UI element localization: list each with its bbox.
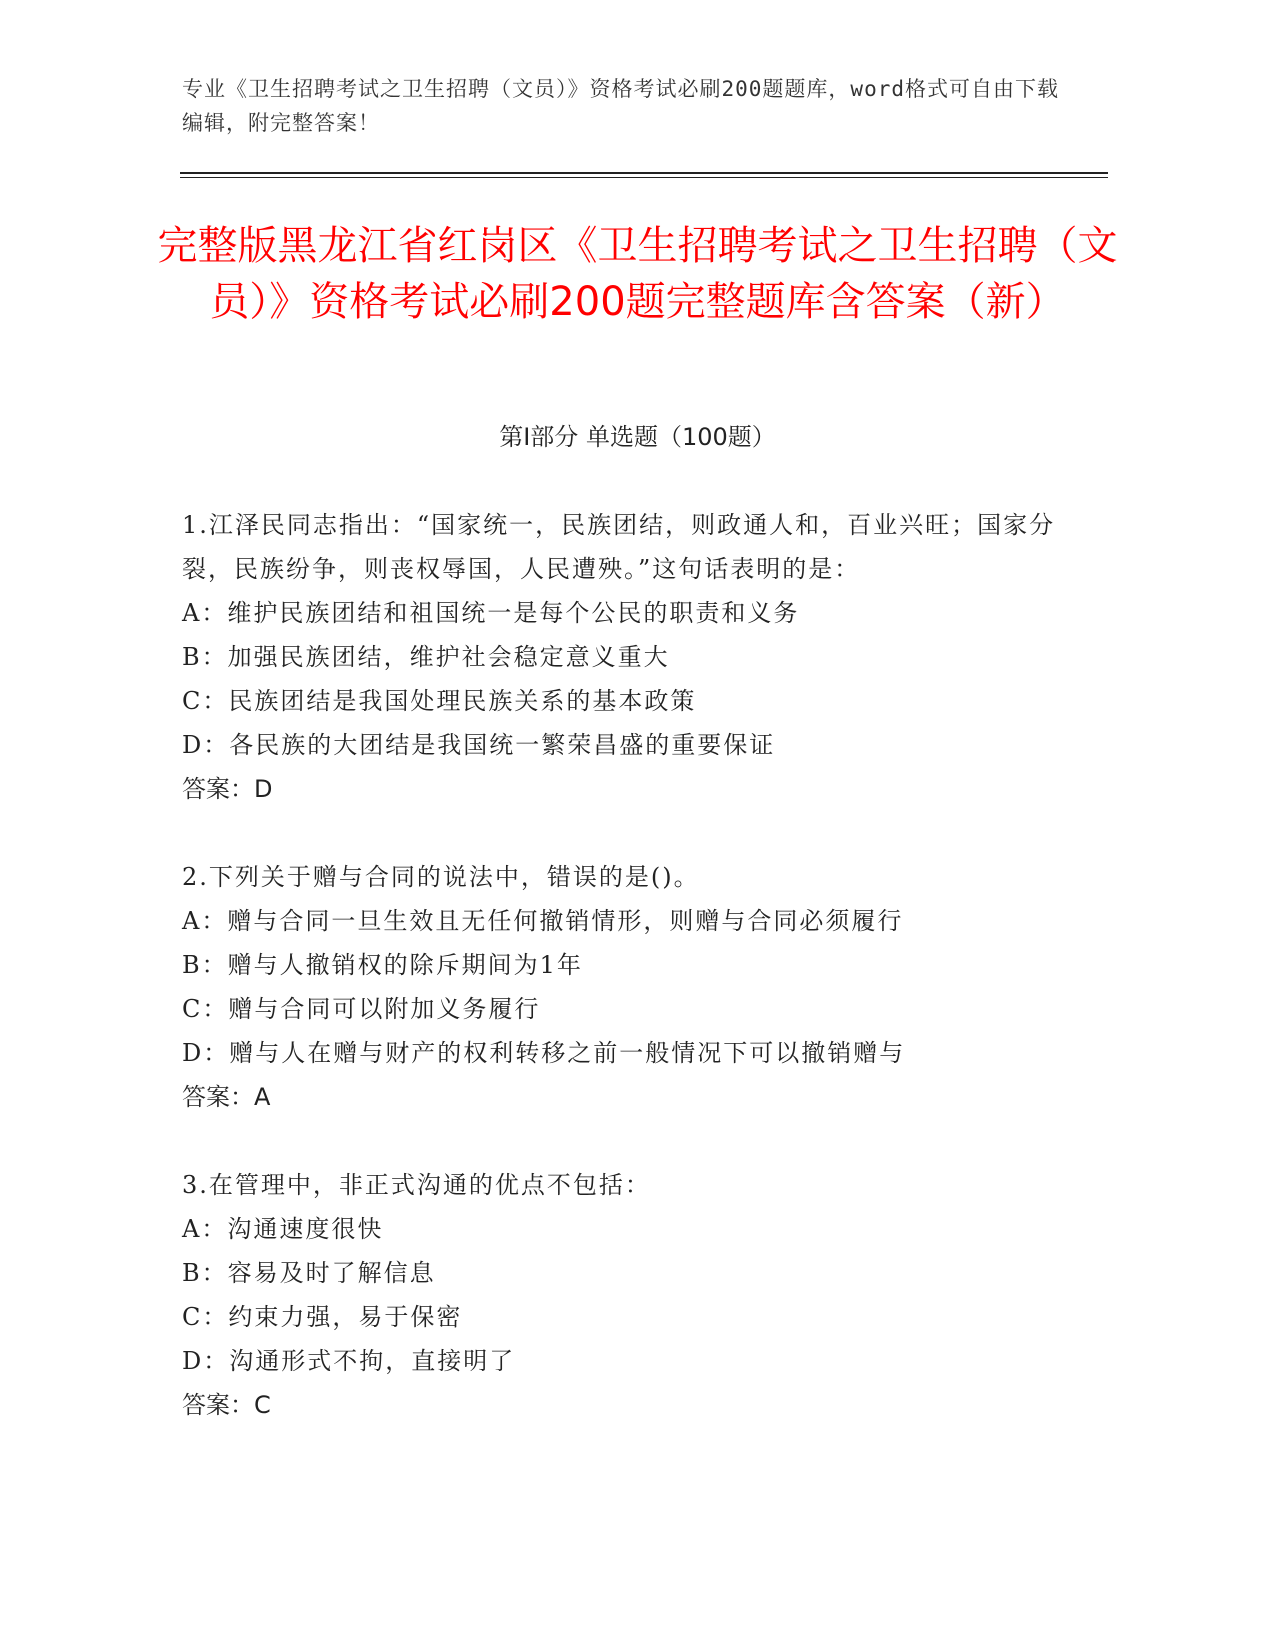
option-a: A：维护民族团结和祖国统一是每个公民的职责和义务	[182, 599, 800, 627]
header-divider-thick	[180, 172, 1108, 174]
option-b: B：容易及时了解信息	[182, 1259, 436, 1287]
option-b: B：加强民族团结，维护社会稳定意义重大	[182, 643, 670, 671]
question-2	[182, 855, 1062, 1119]
option-c: C：民族团结是我国处理民族关系的基本政策	[182, 687, 697, 715]
question-1	[182, 503, 1062, 811]
option-a: A：赠与合同一旦生效且无任何撤销情形，则赠与合同必须履行	[182, 907, 904, 935]
option-c: C：约束力强，易于保密	[182, 1303, 463, 1331]
document-title: 完整版黑龙江省红岗区《卫生招聘考试之卫生招聘（文员）》资格考试必刷200题完整题库含答案（新）	[157, 223, 1118, 325]
question-3	[182, 1163, 1062, 1427]
answer-line: 答案：A	[182, 1083, 271, 1111]
question-stem: 1.江泽民同志指出：“国家统一，民族团结，则政通人和，百业兴旺；国家分裂，民族纷争，则丧权辱国，人民遭殃。”这句话表明的是：	[182, 511, 1056, 583]
header-divider-thin	[180, 177, 1108, 178]
option-b: B：赠与人撤销权的除斥期间为1年	[182, 951, 583, 979]
header-note: 专业《卫生招聘考试之卫生招聘（文员）》资格考试必刷200题题库，word格式可自由下载编辑，附完整答案！	[182, 77, 1059, 135]
question-stem: 2.下列关于赠与合同的说法中，错误的是()。	[182, 863, 700, 891]
answer-line: 答案：C	[182, 1391, 271, 1419]
question-list	[182, 503, 1062, 1471]
section-heading: 第Ⅰ部分 单选题（100题）	[499, 423, 776, 451]
option-d: D：赠与人在赠与财产的权利转移之前一般情况下可以撤销赠与	[182, 1039, 906, 1067]
option-c: C：赠与合同可以附加义务履行	[182, 995, 541, 1023]
answer-line: 答案：D	[182, 775, 273, 803]
option-d: D：沟通形式不拘，直接明了	[182, 1347, 516, 1375]
option-d: D：各民族的大团结是我国统一繁荣昌盛的重要保证	[182, 731, 776, 759]
option-a: A：沟通速度很快	[182, 1215, 384, 1243]
question-stem: 3.在管理中，非正式沟通的优点不包括：	[182, 1171, 651, 1199]
